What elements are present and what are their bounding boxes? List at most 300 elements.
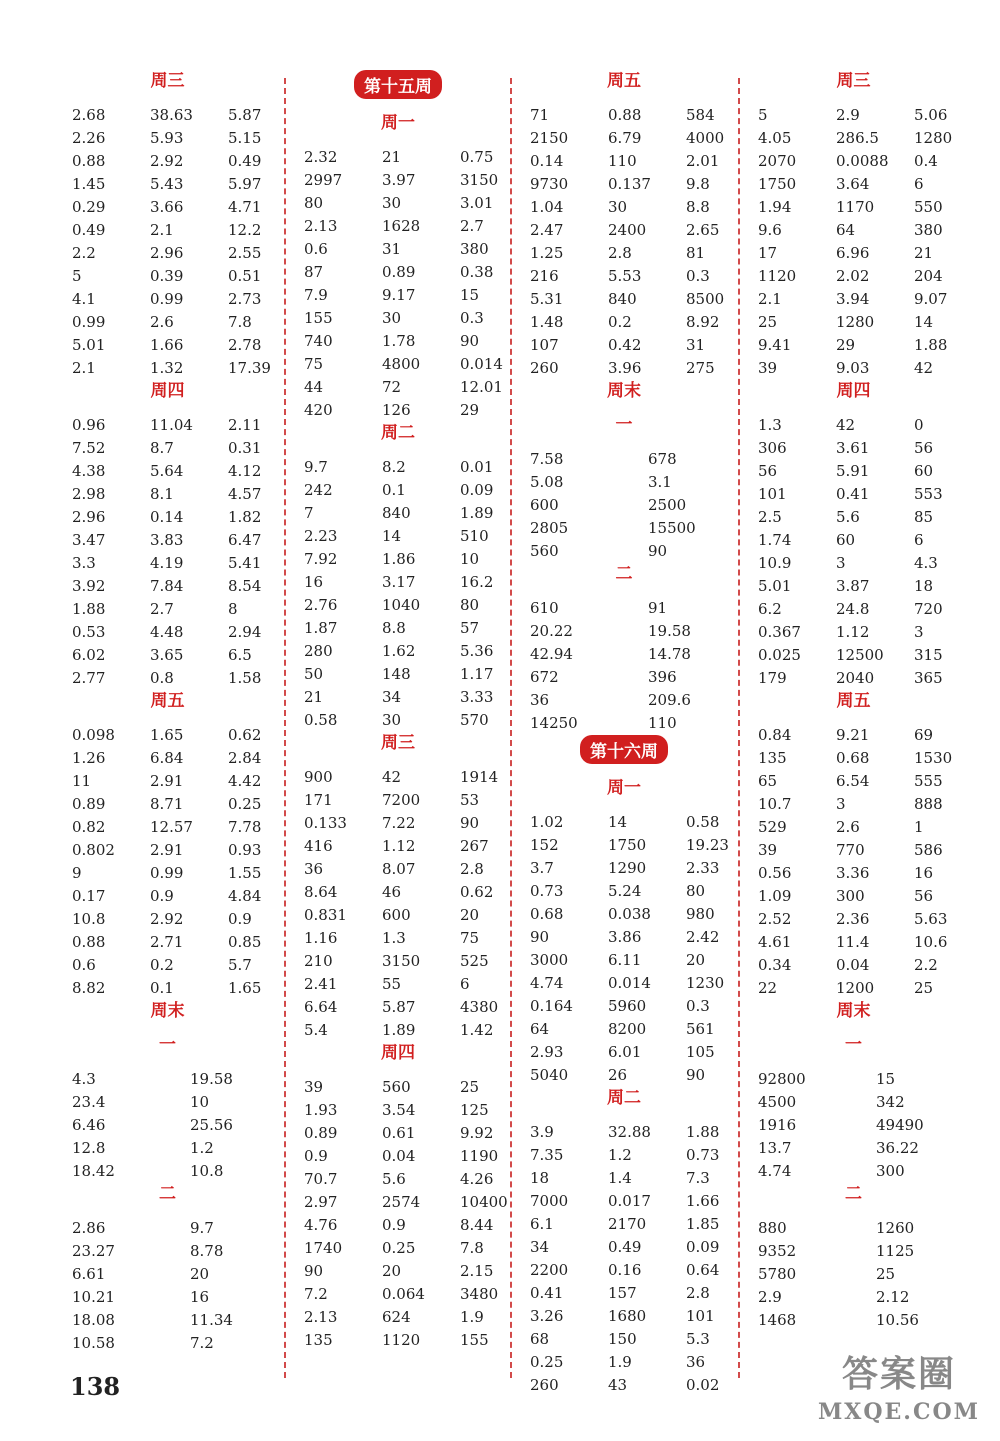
answer-value: 5.87 — [228, 106, 262, 124]
answer-row — [746, 1068, 961, 1091]
answer-row — [518, 494, 730, 517]
answer-value: 1120 — [758, 267, 797, 285]
answer-row — [518, 517, 730, 540]
answer-value: 157 — [608, 1284, 637, 1302]
answer-row — [292, 1076, 504, 1099]
answer-value: 3.86 — [608, 928, 642, 946]
answer-value: 0.802 — [72, 841, 115, 859]
answer-value: 72 — [382, 378, 402, 396]
answer-value: 0.99 — [150, 864, 184, 882]
answer-value: 4.61 — [758, 933, 792, 951]
answer-value: 65 — [758, 772, 778, 790]
answer-row — [292, 330, 504, 353]
answer-row — [518, 288, 730, 311]
answer-value: 16 — [914, 864, 934, 882]
answer-value: 8.07 — [382, 860, 416, 878]
answer-value: 1.4 — [608, 1169, 632, 1187]
answer-value: 11 — [72, 772, 92, 790]
answer-row — [518, 995, 730, 1018]
answer-value: 2.71 — [150, 933, 184, 951]
answer-value: 7.2 — [190, 1334, 214, 1352]
answer-row — [746, 667, 961, 690]
answer-value: 0.0088 — [836, 152, 889, 170]
answer-value: 39 — [304, 1078, 324, 1096]
answer-row — [292, 686, 504, 709]
answer-value: 20 — [460, 906, 480, 924]
answer-value: 2.52 — [758, 910, 792, 928]
answer-value: 5.01 — [758, 577, 792, 595]
answer-value: 1.09 — [758, 887, 792, 905]
answer-value: 14 — [608, 813, 628, 831]
answer-row — [292, 1099, 504, 1122]
answer-value: 0.1 — [150, 979, 174, 997]
answer-value: 2.8 — [686, 1284, 710, 1302]
answer-value: 6.47 — [228, 531, 262, 549]
answer-value: 1468 — [758, 1311, 797, 1329]
answer-value: 720 — [914, 600, 943, 618]
answer-value: 4380 — [460, 998, 499, 1016]
answer-value: 1.16 — [304, 929, 338, 947]
answer-value: 980 — [686, 905, 715, 923]
answer-value: 6.1 — [530, 1215, 554, 1233]
answer-row — [60, 1240, 275, 1263]
answer-value: 10.9 — [758, 554, 792, 572]
answer-row — [746, 219, 961, 242]
answer-value: 2.8 — [460, 860, 484, 878]
answer-value: 23.4 — [72, 1093, 106, 1111]
answer-row — [60, 1137, 275, 1160]
answer-row — [60, 862, 275, 885]
answer-row — [292, 1283, 504, 1306]
answer-row — [518, 1041, 730, 1064]
answer-value: 8.82 — [72, 979, 106, 997]
answer-row — [746, 793, 961, 816]
answer-value: 7200 — [382, 791, 421, 809]
answer-row — [518, 242, 730, 265]
answer-value: 0.68 — [530, 905, 564, 923]
answer-row — [292, 1168, 504, 1191]
answer-value: 529 — [758, 818, 787, 836]
answer-value: 81 — [686, 244, 706, 262]
answer-row — [518, 712, 730, 735]
section-heading: 一 — [159, 1035, 176, 1055]
answer-value: 0.9 — [228, 910, 252, 928]
answer-value: 50 — [304, 665, 324, 683]
answer-row — [60, 908, 275, 931]
answer-row — [60, 1091, 275, 1114]
answer-row — [518, 880, 730, 903]
answer-value: 57 — [460, 619, 480, 637]
watermark — [818, 1355, 980, 1431]
answer-value: 5.43 — [150, 175, 184, 193]
answer-row — [746, 644, 961, 667]
answer-value: 0.8 — [150, 669, 174, 687]
answer-value: 150 — [608, 1330, 637, 1348]
answer-value: 7.8 — [228, 313, 252, 331]
answer-value: 1.48 — [530, 313, 564, 331]
answer-value: 56 — [758, 462, 778, 480]
answer-value: 2.02 — [836, 267, 870, 285]
answer-value: 0.73 — [686, 1146, 720, 1164]
answer-value: 2.42 — [686, 928, 720, 946]
answer-value: 36 — [530, 691, 550, 709]
answer-value: 2.1 — [150, 221, 174, 239]
answer-value: 2.6 — [836, 818, 860, 836]
answer-value: 2.9 — [758, 1288, 782, 1306]
answer-value: 0 — [914, 416, 924, 434]
answer-row — [292, 881, 504, 904]
answer-column-2 — [292, 70, 508, 1352]
answer-value: 90 — [530, 928, 550, 946]
answer-value: 0.49 — [608, 1238, 642, 1256]
answer-value: 342 — [876, 1093, 905, 1111]
answer-value: 8.7 — [150, 439, 174, 457]
answer-row — [746, 460, 961, 483]
answer-value: 888 — [914, 795, 943, 813]
answer-row — [518, 104, 730, 127]
answer-value: 300 — [876, 1162, 905, 1180]
answer-value: 90 — [460, 814, 480, 832]
answer-value: 3.65 — [150, 646, 184, 664]
answer-value: 9 — [72, 864, 82, 882]
answer-value: 5.93 — [150, 129, 184, 147]
answer-value: 0.34 — [758, 956, 792, 974]
answer-value: 0.25 — [382, 1239, 416, 1257]
answer-value: 3.94 — [836, 290, 870, 308]
answer-row — [292, 1329, 504, 1352]
section-heading: 周四 — [836, 381, 871, 401]
answer-value: 2.97 — [304, 1193, 338, 1211]
answer-row — [518, 926, 730, 949]
answer-row — [292, 1019, 504, 1042]
answer-row — [518, 949, 730, 972]
answer-value: 0.41 — [836, 485, 870, 503]
answer-value: 1.94 — [758, 198, 792, 216]
answer-value: 30 — [608, 198, 628, 216]
answer-row — [292, 353, 504, 376]
answer-value: 14 — [382, 527, 402, 545]
answer-row — [518, 972, 730, 995]
answer-value: 31 — [382, 240, 402, 258]
answer-row — [292, 1191, 508, 1214]
answer-value: 10 — [190, 1093, 210, 1111]
answer-value: 1.88 — [686, 1123, 720, 1141]
answer-row — [518, 620, 730, 643]
answer-value: 3.17 — [382, 573, 416, 591]
answer-row — [292, 1237, 504, 1260]
answer-value: 0.14 — [530, 152, 564, 170]
answer-row — [60, 954, 275, 977]
answer-value: 23.27 — [72, 1242, 115, 1260]
answer-value: 0.49 — [72, 221, 106, 239]
answer-value: 1.82 — [228, 508, 262, 526]
answer-value: 204 — [914, 267, 943, 285]
answer-value: 0.2 — [150, 956, 174, 974]
answer-row — [746, 311, 961, 334]
answer-value: 365 — [914, 669, 943, 687]
answer-value: 24.8 — [836, 600, 870, 618]
answer-value: 1.17 — [460, 665, 494, 683]
answer-row — [60, 288, 275, 311]
answer-value: 16 — [304, 573, 324, 591]
answer-value: 0.49 — [228, 152, 262, 170]
answer-value: 0.88 — [72, 152, 106, 170]
answer-value: 525 — [460, 952, 489, 970]
answer-value: 4.48 — [150, 623, 184, 641]
answer-value: 300 — [836, 887, 865, 905]
answer-row — [60, 196, 275, 219]
answer-value: 1120 — [382, 1331, 421, 1349]
answer-row — [746, 908, 961, 931]
answer-value: 1.88 — [72, 600, 106, 618]
answer-value: 4.05 — [758, 129, 792, 147]
answer-value: 4.3 — [914, 554, 938, 572]
answer-value: 36 — [686, 1353, 706, 1371]
answer-value: 0.51 — [228, 267, 262, 285]
answer-value: 0.14 — [150, 508, 184, 526]
answer-row — [518, 471, 730, 494]
answer-value: 1.32 — [150, 359, 184, 377]
answer-value: 101 — [758, 485, 787, 503]
answer-row — [746, 885, 961, 908]
answer-value: 2200 — [530, 1261, 569, 1279]
answer-value: 0.89 — [304, 1124, 338, 1142]
answer-value: 4.1 — [72, 290, 96, 308]
answer-value: 6 — [914, 175, 924, 193]
answer-value: 20 — [686, 951, 706, 969]
answer-value: 216 — [530, 267, 559, 285]
answer-value: 840 — [382, 504, 411, 522]
answer-value: 8.92 — [686, 313, 720, 331]
answer-value: 5.3 — [686, 1330, 710, 1348]
answer-value: 0.09 — [460, 481, 494, 499]
answer-row — [292, 812, 504, 835]
answer-value: 2.01 — [686, 152, 720, 170]
answer-value: 10.58 — [72, 1334, 115, 1352]
answer-value: 9.8 — [686, 175, 710, 193]
answer-row — [518, 811, 730, 834]
answer-value: 9.21 — [836, 726, 870, 744]
answer-value: 5.91 — [836, 462, 870, 480]
answer-row — [292, 261, 504, 284]
answer-row — [746, 816, 961, 839]
answer-value: 6.5 — [228, 646, 252, 664]
answer-value: 2.94 — [228, 623, 262, 641]
answer-value: 21 — [914, 244, 934, 262]
answer-row — [292, 996, 504, 1019]
answer-value: 1.85 — [686, 1215, 720, 1233]
answer-value: 9.92 — [460, 1124, 494, 1142]
answer-row — [518, 1236, 730, 1259]
section-heading: 周四 — [150, 381, 185, 401]
answer-value: 770 — [836, 841, 865, 859]
answer-row — [60, 334, 275, 357]
answer-value: 0.367 — [758, 623, 801, 641]
answer-value: 380 — [914, 221, 943, 239]
answer-value: 60 — [914, 462, 934, 480]
answer-value: 17 — [758, 244, 778, 262]
answer-value: 267 — [460, 837, 489, 855]
answer-value: 1 — [914, 818, 924, 836]
answer-value: 7.84 — [150, 577, 184, 595]
answer-value: 3.97 — [382, 171, 416, 189]
answer-value: 0.16 — [608, 1261, 642, 1279]
answer-row — [518, 1282, 730, 1305]
answer-row — [60, 667, 275, 690]
answer-value: 15500 — [648, 519, 696, 537]
answer-row — [60, 1263, 275, 1286]
answer-row — [60, 575, 275, 598]
answer-value: 5.87 — [382, 998, 416, 1016]
answer-value: 0.6 — [72, 956, 96, 974]
section-heading: 周末 — [836, 1001, 871, 1021]
answer-row — [518, 1351, 730, 1374]
answer-value: 1200 — [836, 979, 875, 997]
answer-row — [518, 666, 730, 689]
answer-row — [292, 215, 504, 238]
answer-value: 155 — [304, 309, 333, 327]
answer-value: 135 — [758, 749, 787, 767]
answer-value: 1125 — [876, 1242, 915, 1260]
answer-value: 3.7 — [530, 859, 554, 877]
answer-value: 0.85 — [228, 933, 262, 951]
answer-value: 3.47 — [72, 531, 106, 549]
column-divider — [510, 78, 512, 1378]
answer-value: 0.61 — [382, 1124, 416, 1142]
answer-row — [60, 529, 275, 552]
answer-value: 2.7 — [460, 217, 484, 235]
answer-value: 13.7 — [758, 1139, 792, 1157]
answer-value: 19.58 — [190, 1070, 233, 1088]
answer-row — [746, 529, 961, 552]
answer-row — [292, 709, 504, 732]
answer-value: 1.12 — [836, 623, 870, 641]
answer-value: 6.54 — [836, 772, 870, 790]
answer-value: 2.78 — [228, 336, 262, 354]
answer-value: 1750 — [608, 836, 647, 854]
answer-row — [746, 747, 961, 770]
answer-value: 12.01 — [460, 378, 503, 396]
answer-value: 553 — [914, 485, 943, 503]
answer-value: 2.86 — [72, 1219, 106, 1237]
answer-value: 15 — [460, 286, 480, 304]
answer-value: 5.15 — [228, 129, 262, 147]
answer-value: 5.4 — [304, 1021, 328, 1039]
answer-value: 2.13 — [304, 1308, 338, 1326]
answer-value: 9.17 — [382, 286, 416, 304]
answer-value: 3.64 — [836, 175, 870, 193]
answer-value: 4.84 — [228, 887, 262, 905]
answer-value: 0.25 — [228, 795, 262, 813]
answer-value: 0.04 — [382, 1147, 416, 1165]
answer-value: 4.74 — [758, 1162, 792, 1180]
answer-value: 90 — [686, 1066, 706, 1084]
answer-value: 9352 — [758, 1242, 797, 1260]
answer-value: 6.79 — [608, 129, 642, 147]
answer-value: 0.02 — [686, 1376, 720, 1394]
answer-row — [518, 689, 730, 712]
answer-value: 2.55 — [228, 244, 262, 262]
answer-row — [292, 789, 504, 812]
answer-row — [60, 644, 275, 667]
answer-value: 2.84 — [228, 749, 262, 767]
answer-row — [746, 598, 961, 621]
answer-value: 1280 — [914, 129, 953, 147]
section-heading: 周末 — [607, 381, 641, 401]
answer-value: 0.4 — [914, 152, 938, 170]
section-heading: 周一 — [381, 113, 415, 133]
answer-row — [60, 506, 275, 529]
answer-row — [292, 456, 504, 479]
answer-value: 280 — [304, 642, 333, 660]
answer-value: 3.3 — [72, 554, 96, 572]
answer-value: 10.21 — [72, 1288, 115, 1306]
answer-value: 11.34 — [190, 1311, 233, 1329]
section-heading: 周三 — [381, 733, 415, 753]
week-label: 第十六周 — [580, 735, 668, 764]
answer-value: 5.7 — [228, 956, 252, 974]
answer-value: 11.04 — [150, 416, 193, 434]
answer-row — [746, 575, 961, 598]
answer-value: 20.22 — [530, 622, 573, 640]
answer-row — [60, 552, 275, 575]
answer-value: 8.8 — [382, 619, 406, 637]
answer-value: 1040 — [382, 596, 421, 614]
section-heading: 二 — [845, 1184, 862, 1204]
answer-value: 0.38 — [460, 263, 494, 281]
answer-value: 6.61 — [72, 1265, 106, 1283]
answer-value: 1.66 — [150, 336, 184, 354]
answer-value: 7 — [304, 504, 314, 522]
answer-value: 1.93 — [304, 1101, 338, 1119]
answer-value: 20 — [190, 1265, 210, 1283]
answer-value: 31 — [686, 336, 706, 354]
answer-value: 2040 — [836, 669, 875, 687]
answer-value: 2.76 — [304, 596, 338, 614]
answer-row — [518, 448, 730, 471]
answer-value: 8.44 — [460, 1216, 494, 1234]
answer-value: 90 — [460, 332, 480, 350]
answer-row — [518, 1259, 730, 1282]
answer-row — [518, 1064, 730, 1087]
answer-value: 0.88 — [72, 933, 106, 951]
answer-row — [60, 460, 275, 483]
answer-value: 2.96 — [150, 244, 184, 262]
answer-value: 8.54 — [228, 577, 262, 595]
answer-row — [60, 127, 275, 150]
answer-value: 0.25 — [530, 1353, 564, 1371]
answer-row — [292, 835, 504, 858]
answer-value: 12.8 — [72, 1139, 106, 1157]
answer-value: 34 — [382, 688, 402, 706]
answer-row — [60, 219, 275, 242]
answer-value: 2.15 — [460, 1262, 494, 1280]
answer-value: 1.2 — [190, 1139, 214, 1157]
answer-row — [746, 173, 961, 196]
answer-value: 110 — [608, 152, 637, 170]
answer-row — [746, 1286, 961, 1309]
answer-value: 12500 — [836, 646, 884, 664]
answer-value: 2.33 — [686, 859, 720, 877]
answer-value: 561 — [686, 1020, 715, 1038]
answer-value: 8.64 — [304, 883, 338, 901]
answer-value: 5.6 — [382, 1170, 406, 1188]
answer-value: 2997 — [304, 171, 343, 189]
answer-value: 25 — [758, 313, 778, 331]
answer-value: 2.65 — [686, 221, 720, 239]
answer-value: 1740 — [304, 1239, 343, 1257]
answer-row — [60, 150, 275, 173]
